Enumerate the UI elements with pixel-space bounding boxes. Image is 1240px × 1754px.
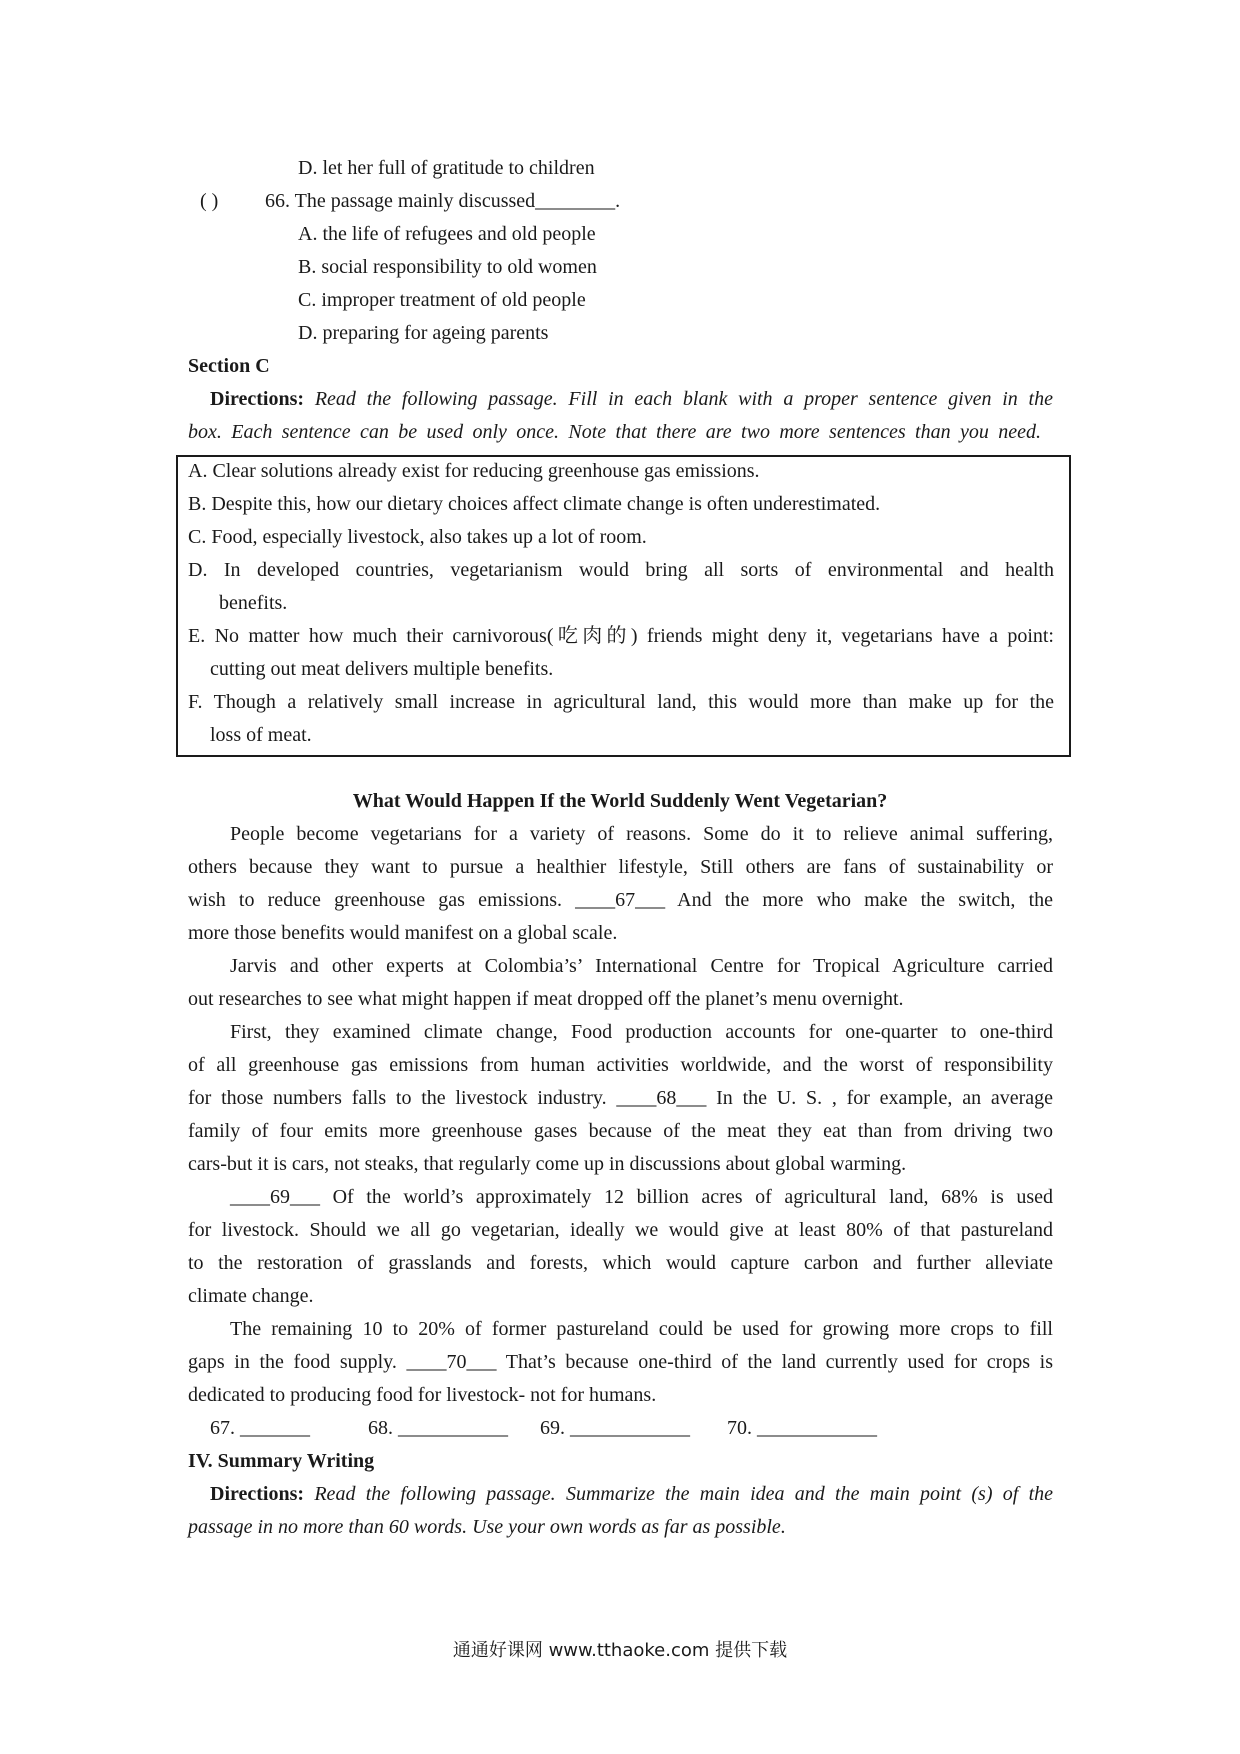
option-b: B. Despite this, how our dietary choices affect climate change is often underestimated.: [188, 493, 881, 515]
p4-line2: for livestock. Should we all go vegetarian, ideally we would give at least 80% of that pastureland: [188, 1219, 1053, 1241]
p2-line1: Jarvis and other experts at Colombia’s’ International Centre for Tropical Agriculture carried: [230, 955, 1053, 977]
q66-option-a: A. the life of refugees and old people: [298, 223, 596, 245]
section-c-heading: Section C: [188, 355, 270, 377]
option-c: C. Food, especially livestock, also takes up a lot of room.: [188, 526, 647, 548]
q66-stem: 66. The passage mainly discussed________.: [265, 190, 621, 212]
directions-label: Directions:: [210, 388, 305, 410]
p3-line5: cars-but it is cars, not steaks, that regularly come up in discussions about global warming.: [188, 1153, 907, 1175]
answer-blank-68[interactable]: 68. ___________: [368, 1417, 508, 1439]
p4-line4: climate change.: [188, 1285, 314, 1307]
directions-text: Read the following passage. Fill in each blank with a proper sentence given in the: [314, 388, 1053, 410]
section-iv-directions-line2: passage in no more than 60 words. Use your own words as far as possible.: [188, 1516, 786, 1538]
option-a: A. Clear solutions already exist for reducing greenhouse gas emissions.: [188, 460, 760, 482]
p4-line1: ____69___ Of the world’s approximately 12 billion acres of agricultural land, 68% is used: [230, 1186, 1053, 1208]
p3-line3: for those numbers falls to the livestock industry. ____68___ In the U. S. , for example, an average: [188, 1087, 1053, 1109]
option-d-line2: benefits.: [219, 592, 288, 614]
q66-option-c: C. improper treatment of old people: [298, 289, 586, 311]
directions-text: Read the following passage. Summarize the main idea and the main point (s) of the: [314, 1483, 1054, 1505]
directions-label: Directions:: [210, 1483, 305, 1505]
option-f-line1: F. Though a relatively small increase in agricultural land, this would more than make up for the: [188, 691, 1054, 713]
option-d-line1: D. In developed countries, vegetarianism would bring all sorts of environmental and health: [188, 559, 1054, 581]
p5-line2: gaps in the food supply. ____70___ That’s because one-third of the land currently used for crops is: [188, 1351, 1053, 1373]
p3-line4: family of four emits more greenhouse gases because of the meat they eat than from driving two: [188, 1120, 1053, 1142]
p3-line2: of all greenhouse gas emissions from human activities worldwide, and the worst of responsibility: [188, 1054, 1053, 1076]
p4-line3: to the restoration of grasslands and forests, which would capture carbon and further alleviate: [188, 1252, 1053, 1274]
q66-option-b: B. social responsibility to old women: [298, 256, 597, 278]
p5-line3: dedicated to producing food for livestock- not for humans.: [188, 1384, 657, 1406]
p1-line4: more those benefits would manifest on a global scale.: [188, 922, 618, 944]
section-c-directions-line1: [210, 386, 1053, 412]
p3-line1: First, they examined climate change, Food production accounts for one-quarter to one-third: [230, 1021, 1053, 1043]
answer-blank-69[interactable]: 69. ____________: [540, 1417, 690, 1439]
option-e-line2: cutting out meat delivers multiple benefits.: [210, 658, 554, 680]
passage-title: What Would Happen If the World Suddenly Went Vegetarian?: [352, 790, 888, 812]
p1-line2: others because they want to pursue a healthier lifestyle, Still others are fans of sustainability or: [188, 856, 1053, 878]
q66-option-d: D. preparing for ageing parents: [298, 322, 549, 344]
q66-answer-bracket[interactable]: ( ): [200, 190, 219, 212]
section-c-directions-line2: box. Each sentence can be used only once. Note that there are two more sentences than you need.: [188, 421, 1041, 443]
p1-line3: wish to reduce greenhouse gas emissions. ____67___ And the more who make the switch, the: [188, 889, 1053, 911]
answer-blank-67[interactable]: 67. _______: [210, 1417, 310, 1439]
option-f-line2: loss of meat.: [210, 724, 312, 746]
option-e-line1: E. No matter how much their carnivorous(吃肉的) friends might deny it, vegetarians have a point:: [188, 625, 1054, 647]
section-iv-directions-line1: [210, 1481, 1053, 1507]
section-iv-heading: IV. Summary Writing: [188, 1450, 375, 1472]
p1-line1: People become vegetarians for a variety of reasons. Some do it to relieve animal suffering,: [230, 823, 1053, 845]
p2-line2: out researches to see what might happen if meat dropped off the planet’s menu overnight.: [188, 988, 904, 1010]
q65-option-d: D. let her full of gratitude to children: [298, 157, 595, 179]
answer-blank-70[interactable]: 70. ____________: [727, 1417, 877, 1439]
footer-source: 通通好课网 www.tthaoke.com 提供下载: [452, 1640, 788, 1661]
p5-line1: The remaining 10 to 20% of former pastureland could be used for growing more crops to fill: [230, 1318, 1053, 1340]
